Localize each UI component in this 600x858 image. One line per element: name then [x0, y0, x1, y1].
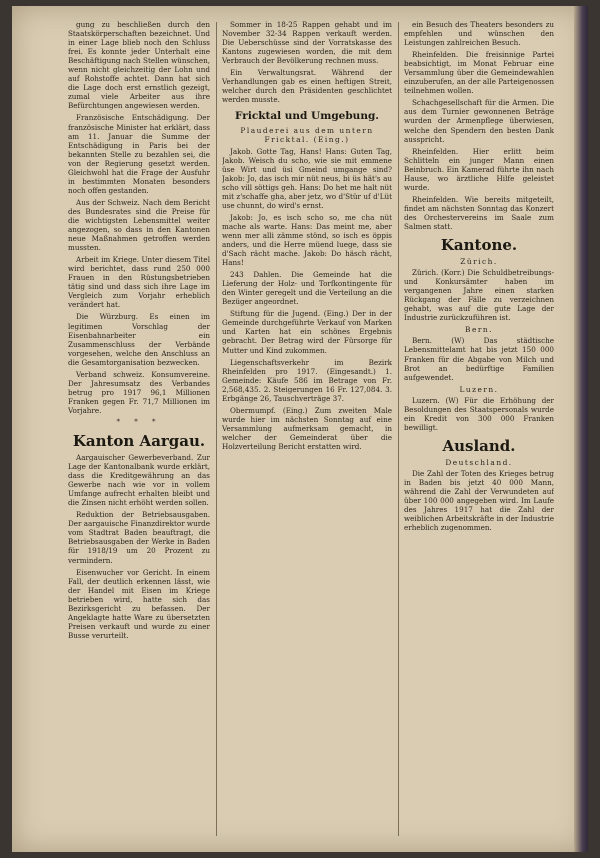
article-paragraph: Rheinfelden. Hier erlitt beim Schlitteln ein junger Mann einen Beinbruch. Ein Kamerad führte ihn nach Hause, wo ärztliche Hilfe geleistet wurde.	[404, 146, 554, 192]
article-paragraph: Liegenschaftsverkehr im Bezirk Rheinfelden pro 1917. (Eingesandt.) 1. Gemeinde: Käufe 586 im Betrage von Fr. 2,568,435. 2. Steigerungen 16 Fr. 127,084. 3. Erbgänge 26, Tauschverträge 37.	[222, 357, 392, 403]
article-paragraph: Reduktion der Betriebsausgaben. Der aargauische Finanzdirektor wurde vom Stadtrat Baden beauftragt, die Betriebsausgaben der Werke in Baden für 1918/19 um 20 Prozent zu vermindern.	[68, 510, 210, 565]
article-paragraph: Schachgesellschaft für die Armen. Die aus dem Turnier gewonnenen Beträge wurden der Armenpflege überwiesen, welche den Spendern den besten Dank ausspricht.	[404, 98, 554, 144]
subheading: Zürich.	[460, 257, 498, 267]
section-heading: Kantone.	[440, 236, 518, 255]
subheading: Plauderei aus dem untern Fricktal. (Eing.)	[240, 126, 374, 145]
article-paragraph: Eisenwucher vor Gericht. In einem Fall, der deutlich erkennen lässt, wie der Handel mit Eisen im Kriege betrieben wird, hatte sich das Bezirksgericht zu befassen. Der Angeklagte hatte Ware zu übersetzten Preisen verkauft und wurde zu einer Busse verurteilt.	[68, 567, 210, 640]
article-paragraph: Ein Verwaltungsrat. Während der Verhandlungen gab es einen heftigen Streit, welcher durch den Präsidenten geschlichtet werden musste.	[222, 68, 392, 105]
section-heading: Fricktal und Umgebung.	[235, 110, 379, 123]
article-paragraph: Die Zahl der Toten des Krieges betrug in Baden bis jetzt 40 000 Mann, während die Zahl der Verwundeten auf über 100 000 angegeben wird. Im Laufe des Jahres 1917 hat die Zahl der weiblichen Arbeitskräfte in der Industrie erheblich zugenommen.	[404, 468, 554, 533]
article-paragraph: Jakob. Gotte Tag, Hans! Hans: Guten Tag, Jakob. Weisch du scho, wie sie mit emmene üse Wirt und üsi Gmeind umgange sind? Jakob: Jo, das isch mir nüt neus, bi üs hät's au scho vill söttigs geh. Hans: Do het me halt nüt mit z'schaffe gha, aber jetz, wo d'Stür uf d'Lüt use chunnt, do wird's ernst.	[222, 146, 392, 210]
article-paragraph: Jakob: Jo, es isch scho so, me cha nüt mache als warte. Hans: Das meint me, aber wenn mer alli zämme stönd, so isch es öppis anders, und die Herre müend luege, dass sie d'Sach rächt mache. Jakob: Do häsch rächt, Hans!	[222, 212, 392, 268]
column-right	[404, 20, 554, 838]
book-spine	[574, 6, 588, 852]
article-paragraph: ein Besuch des Theaters besonders zu empfehlen und wünschen den Leistungen zahlreichen Besuch.	[404, 20, 554, 48]
article-paragraph: Aargauischer Gewerbeverband. Zur Lage der Kantonalbank wurde erklärt, dass die Kreditgewährung an das Gewerbe nach wie vor in vollem Umfange aufrecht erhalten bleibt und die Zinsen nicht erhöht werden sollen.	[68, 453, 210, 508]
subheading: Bern.	[465, 325, 493, 335]
article-paragraph: Französische Entschädigung. Der französische Minister hat erklärt, dass am 11. Januar die Summe der Entschädigung in Paris bei der bekannten Stelle zu bezahlen sei, die von der Regierung gesetzt werden. Gleichwohl hat die Frage der Ausfuhr in bestimmten Monaten besonders noch offen gestanden.	[68, 113, 210, 195]
column-divider	[216, 22, 217, 836]
article-paragraph: Obermumpf. (Eing.) Zum zweiten Male wurde hier im nächsten Sonntag auf eine Versammlung aufmerksam gemacht, in welcher der Gemeinderat über die Holzverteilung Bericht erstatten wird.	[222, 405, 392, 451]
article-paragraph: Die Würzburg. Es einen im legitimen Vorschlag der Eisenbahnarbeiter ein Zusammenschluss der Verbände vorgesehen, welche den Anschluss an die Gesamtorganisation bezwecken.	[68, 312, 210, 367]
article-paragraph: gung zu beschließen durch den Staatskörperschaften bezeichnet. Und in einer Lage blieb noch den Schluss frei. Es konnte jeder Unterhalt eine Beschäftigung nach Stellen wünschen, wenn nicht gleichzeitig der Lohn und auf Rohstoffe achtet. Dann hat sich die Lage doch erst ernstlich gezeigt, zumal viele Arbeiter aus ihre Befürchtungen angewiesen werden.	[68, 20, 210, 111]
article-paragraph: Sommer in 18-25 Rappen gehabt und im November 32-34 Rappen verkauft werden. Die Ueberschüsse sind der Vorratskasse des Kantons zugewiesen worden, die mit dem Verbrauch der Bevölkerung rechnen muss.	[222, 20, 392, 66]
article-paragraph: 243 Dahlen. Die Gemeinde hat die Lieferung der Holz- und Torfkontingente für den Winter geregelt und die Verteilung an die Bezüger angeordnet.	[222, 270, 392, 307]
article-paragraph: Zürich. (Korr.) Die Schuldbetreibungs- und Konkursämter haben im vergangenen Jahre einen starken Rückgang der Fälle zu verzeichnen gehabt, was auf die gute Lage der Industrie zurückzuführen ist.	[404, 268, 554, 323]
column-divider	[398, 22, 399, 836]
subheading: Deutschland.	[445, 457, 513, 467]
section-heading: Kanton Aargau.	[72, 432, 206, 451]
article-paragraph: Bern. (W) Das städtische Lebensmittelamt hat bis jetzt 150 000 Franken für die Abgabe von Milch und Brot an bedürftige Familien aufgewendet.	[404, 336, 554, 382]
article-paragraph: Aus der Schweiz. Nach dem Bericht des Bundesrates sind die Preise für die wichtigsten Lebensmittel weiter angezogen, so dass in den Kantonen neue Maßnahmen getroffen werden mussten.	[68, 197, 210, 253]
article-paragraph: Luzern. (W) Für die Erhöhung der Besoldungen des Staatspersonals wurde ein Kredit von 300 000 Franken bewilligt.	[404, 395, 554, 432]
newspaper-page	[12, 6, 588, 852]
ornament-separator: * * *	[116, 417, 162, 426]
subheading: Luzern.	[459, 384, 499, 394]
article-paragraph: Rheinfelden. Wie bereits mitgeteilt, findet am nächsten Sonntag das Konzert des Orchestervereins im Saale zum Salmen statt.	[404, 194, 554, 231]
section-heading: Ausland.	[442, 436, 516, 455]
article-paragraph: Arbeit im Kriege. Unter diesem Titel wird berichtet, dass rund 250 000 Frauen in den Rüstungsbetrieben tätig sind und dass sich ihre Lage im Vergleich zum Vorjahr erheblich verändert hat.	[68, 255, 210, 310]
column-middle	[222, 20, 392, 838]
column-left	[68, 20, 210, 838]
article-paragraph: Rheinfelden. Die freisinnige Partei beabsichtigt, im Monat Februar eine Versammlung über die Gemeindewahlen einzuberufen, an der alle Parteigenossen teilnehmen wollen.	[404, 50, 554, 96]
article-paragraph: Verband schweiz. Konsumvereine. Der Jahresumsatz des Verbandes betrug pro 1917 96,1 Millionen Franken gegen Fr. 71,7 Millionen im Vorjahre.	[68, 369, 210, 415]
article-paragraph: Stiftung für die Jugend. (Eing.) Der in der Gemeinde durchgeführte Verkauf von Marken und Karten hat ein schönes Ergebnis gebracht. Der Betrag wird der Fürsorge für Mutter und Kind zukommen.	[222, 309, 392, 355]
